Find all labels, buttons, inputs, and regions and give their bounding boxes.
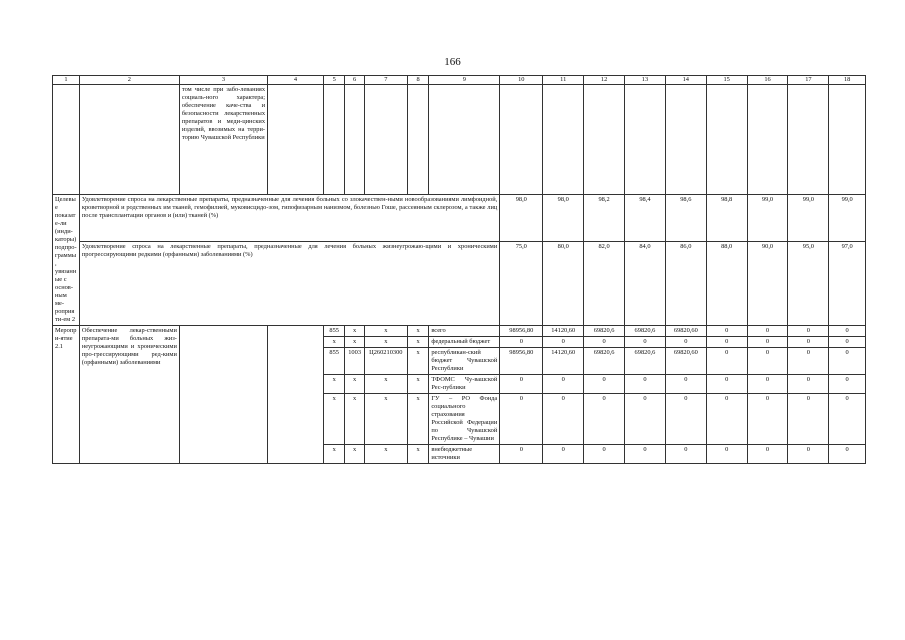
funding-value: 0: [665, 375, 706, 394]
page-number: 166: [444, 56, 461, 68]
empty-cell: [625, 85, 666, 195]
section-code-cell: х: [345, 326, 364, 337]
funding-value: 0: [500, 445, 543, 464]
empty-cell: [829, 85, 866, 195]
funding-value: 0: [584, 445, 625, 464]
column-header: 13: [625, 76, 666, 85]
target-value: 75,0: [500, 242, 543, 326]
target-value: 95,0: [788, 242, 829, 326]
expense-code-cell: х: [407, 394, 429, 445]
empty-cell: [665, 85, 706, 195]
target-code-cell: х: [364, 337, 407, 348]
section-code-cell: х: [345, 445, 364, 464]
section-code-cell: 1003: [345, 348, 364, 375]
funding-value: 69820,60: [665, 348, 706, 375]
target-value: 99,0: [788, 195, 829, 242]
funding-value: 0: [543, 337, 584, 348]
funding-value: 0: [706, 348, 747, 375]
funding-value: 0: [788, 445, 829, 464]
funding-value: 0: [829, 337, 866, 348]
funding-value: 69820,6: [584, 326, 625, 337]
column-header: 14: [665, 76, 706, 85]
column-header: 8: [407, 76, 429, 85]
expense-code-cell: х: [407, 348, 429, 375]
target-value: 80,0: [543, 242, 584, 326]
funding-value: 14120,60: [543, 326, 584, 337]
funding-source: ГУ – РО Фонда социального страхования Российской Федерации по Чувашской Республике – Чувашии: [429, 394, 500, 445]
empty-cell: [706, 85, 747, 195]
budget-code-cell: х: [323, 337, 345, 348]
target-code-cell: х: [364, 326, 407, 337]
target-text: Удовлетворение спроса на лекарственные препараты, предназначенные для лечения больных со злокачествен-ными новообразованиями лимфоидной, кроветворной и родственных им тканей, гемофилией, муковисцидо-зом, гипофизарным нанизмом, болезнью Гоше, рассеянным склерозом, а также лиц после трансплантации органов и (или) тканей (%): [79, 195, 499, 242]
empty-cell: [407, 85, 429, 195]
funding-value: 0: [500, 375, 543, 394]
target-value: 84,0: [625, 242, 666, 326]
funding-value: 0: [706, 337, 747, 348]
activity-name: Обеспечение лекар-ственными препарата-ми больных жиз-неугрожающими и хроническими про-грессирующими ред-кими (орфанными) заболеваниями: [79, 326, 179, 464]
column-header: 7: [364, 76, 407, 85]
section-code-cell: х: [345, 394, 364, 445]
funding-value: 0: [788, 394, 829, 445]
empty-cell: [364, 85, 407, 195]
column-header: 1: [53, 76, 80, 85]
funding-value: 0: [665, 394, 706, 445]
column-header: 12: [584, 76, 625, 85]
funding-value: 0: [543, 394, 584, 445]
target-code-cell: х: [364, 445, 407, 464]
funding-value: 0: [706, 375, 747, 394]
funding-value: 0: [584, 375, 625, 394]
funding-source: республикан-ский бюджет Чувашской Республики: [429, 348, 500, 375]
target-value: 98,6: [665, 195, 706, 242]
funding-value: 0: [829, 394, 866, 445]
funding-source: всего: [429, 326, 500, 337]
expense-code-cell: х: [407, 445, 429, 464]
column-header: 11: [543, 76, 584, 85]
target-value: 99,0: [747, 195, 788, 242]
column-header: 3: [179, 76, 267, 85]
empty-cell: [429, 85, 500, 195]
funding-value: 0: [788, 337, 829, 348]
target-code-cell: х: [364, 394, 407, 445]
funding-value: 0: [584, 337, 625, 348]
continuation-text: том числе при забо-леваниях социаль-ного характера; обеспечение каче-ства и безопасности лекарственных препаратов и меди-цинских изделий, ввозимых на терри-торию Чувашской Республики: [179, 85, 267, 195]
program-table: [52, 75, 866, 464]
target-text: Удовлетворение спроса на лекарственные препараты, предназначенные для лечения больных жизнеугрожаю-щими и хроническими прогрессирующими редкими (орфанными) заболеваниями (%): [79, 242, 499, 326]
funding-value: 0: [665, 337, 706, 348]
funding-value: 0: [625, 445, 666, 464]
target-value: 97,0: [829, 242, 866, 326]
empty-cell: [500, 85, 543, 195]
column-header: 10: [500, 76, 543, 85]
target-row: [53, 195, 866, 242]
funding-value: 0: [706, 445, 747, 464]
empty-cell: [323, 85, 345, 195]
target-value: 98,0: [500, 195, 543, 242]
target-code-cell: х: [364, 375, 407, 394]
expense-code-cell: х: [407, 326, 429, 337]
target-value: 90,0: [747, 242, 788, 326]
empty-cell: [53, 85, 80, 195]
empty-cell: [788, 85, 829, 195]
funding-value: 0: [829, 326, 866, 337]
column-header: 2: [79, 76, 179, 85]
funding-value: 0: [747, 375, 788, 394]
target-value: 98,2: [584, 195, 625, 242]
funding-value: 0: [788, 375, 829, 394]
budget-code-cell: х: [323, 375, 345, 394]
target-value: 98,8: [706, 195, 747, 242]
budget-code-cell: 855: [323, 326, 345, 337]
funding-value: 0: [747, 337, 788, 348]
target-value: 98,4: [625, 195, 666, 242]
funding-value: 0: [625, 375, 666, 394]
header-row: [53, 76, 866, 85]
column-header: 9: [429, 76, 500, 85]
funding-value: 0: [747, 348, 788, 375]
expense-code-cell: х: [407, 375, 429, 394]
column-header: 17: [788, 76, 829, 85]
section-code-cell: х: [345, 375, 364, 394]
budget-code-cell: х: [323, 394, 345, 445]
funding-value: 0: [625, 394, 666, 445]
funding-value: 69820,6: [584, 348, 625, 375]
funding-value: 0: [829, 375, 866, 394]
column-header: 15: [706, 76, 747, 85]
target-row: [53, 242, 866, 326]
column-header: 4: [268, 76, 324, 85]
funding-value: 98956,80: [500, 348, 543, 375]
column-header: 16: [747, 76, 788, 85]
empty-cell: [584, 85, 625, 195]
empty-cell: [79, 85, 179, 195]
targets-label: Целевые показате-ли (инди-каторы) подпро-граммы, увязанные с основ-ным ме-роприяти-ем 2: [53, 195, 80, 326]
activity-label: Меропри-ятие 2.1: [53, 326, 80, 464]
budget-code-cell: х: [323, 445, 345, 464]
target-code-cell: Ц260210300: [364, 348, 407, 375]
funding-value: 0: [500, 394, 543, 445]
continuation-row: [53, 85, 866, 195]
target-value: 88,0: [706, 242, 747, 326]
funding-value: 69820,60: [665, 326, 706, 337]
funding-value: 0: [625, 337, 666, 348]
expense-code-cell: х: [407, 337, 429, 348]
funding-value: 0: [706, 326, 747, 337]
empty-cell: [179, 326, 267, 464]
funding-value: 0: [788, 326, 829, 337]
funding-value: 98956,80: [500, 326, 543, 337]
column-header: 6: [345, 76, 364, 85]
funding-value: 69820,6: [625, 326, 666, 337]
funding-value: 69820,6: [625, 348, 666, 375]
funding-value: 0: [788, 348, 829, 375]
target-value: 86,0: [665, 242, 706, 326]
empty-cell: [747, 85, 788, 195]
funding-value: 0: [543, 445, 584, 464]
funding-value: 0: [543, 375, 584, 394]
funding-value: 0: [706, 394, 747, 445]
budget-code-cell: 855: [323, 348, 345, 375]
funding-value: 0: [747, 394, 788, 445]
funding-value: 0: [500, 337, 543, 348]
funding-value: 0: [665, 445, 706, 464]
target-value: 82,0: [584, 242, 625, 326]
funding-value: 0: [747, 445, 788, 464]
funding-value: 0: [829, 445, 866, 464]
empty-cell: [268, 85, 324, 195]
section-code-cell: х: [345, 337, 364, 348]
column-header: 5: [323, 76, 345, 85]
funding-value: 14120,60: [543, 348, 584, 375]
empty-cell: [268, 326, 324, 464]
funding-value: 0: [829, 348, 866, 375]
column-header: 18: [829, 76, 866, 85]
funding-value: 0: [747, 326, 788, 337]
activity-row: [53, 326, 866, 337]
funding-source: федеральный бюджет: [429, 337, 500, 348]
funding-source: ТФОМС Чу-вашской Рес-публики: [429, 375, 500, 394]
empty-cell: [345, 85, 364, 195]
funding-value: 0: [584, 394, 625, 445]
target-value: 98,0: [543, 195, 584, 242]
empty-cell: [543, 85, 584, 195]
target-value: 99,0: [829, 195, 866, 242]
funding-source: внебюджетные источники: [429, 445, 500, 464]
